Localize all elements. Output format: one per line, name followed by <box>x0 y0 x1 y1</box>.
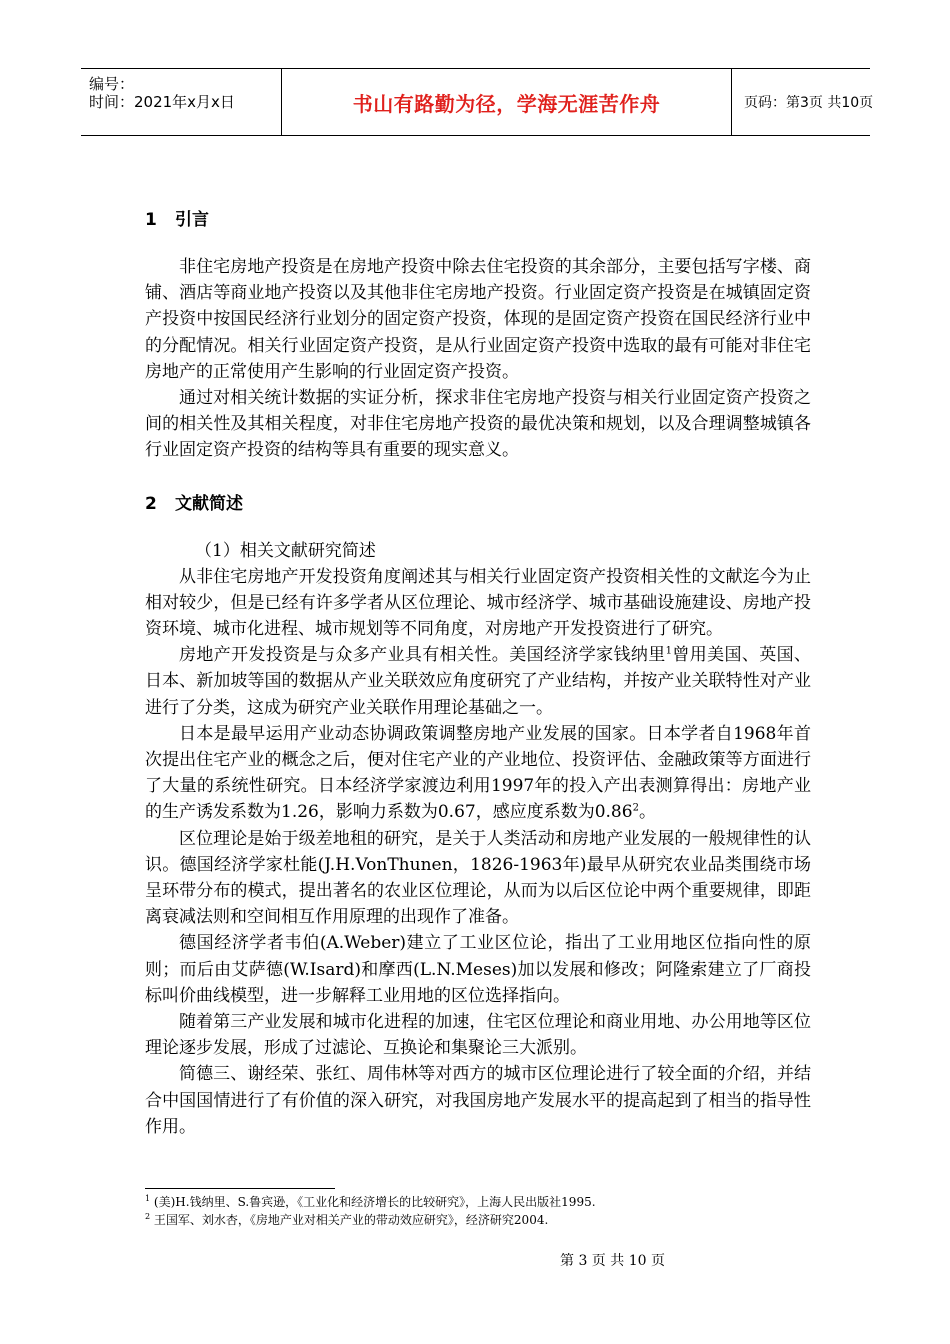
footnote-ref-1[interactable]: 1 <box>665 645 672 657</box>
footnote-mark: 2 <box>145 1212 151 1221</box>
footnote-separator <box>145 1188 335 1189</box>
paragraph-text: 。 <box>638 802 656 823</box>
footnote-2 <box>145 1211 805 1229</box>
section-2-paragraph-1: 从非住宅房地产开发投资角度阐述其与相关行业固定资产投资相关性的文献迄今为止相对较少，但是已经有许多学者从区位理论、城市经济学、城市基础设施建设、房地产投资环境、城市化进程、城市规划等不同角度，对房地产开发投资进行了研究。 <box>145 566 811 640</box>
header-meta <box>81 69 281 135</box>
section-1-paragraph-1: 非住宅房地产投资是在房地产投资中除去住宅投资的其余部分，主要包括写字楼、商铺、酒店等商业地产投资以及其他非住宅房地产投资。行业固定资产投资是在城镇固定资产投资中按国民经济行业划分的固定资产投资，体现的是固定资产投资在国民经济行业中的分配情况。相关行业固定资产投资，是从行业固定资产投资中选取的最有可能对非住宅房地产的正常使用产生影响的行业固定资产投资。 <box>145 257 811 382</box>
header-page-info: 页码：第3页 共10页 <box>744 95 874 111</box>
section-2-number: 2 <box>145 493 157 514</box>
header-page-cell <box>732 69 874 135</box>
header-motto-cell <box>281 69 732 135</box>
footnote-text: 王国军、刘水杏，《房地产业对相关产业的带动效应研究》，经济研究2004. <box>153 1213 549 1227</box>
motto-text: 书山有路勤为径，学海无涯苦作舟 <box>352 91 661 116</box>
section-2-paragraph-3 <box>145 721 811 826</box>
time-label: 时间：2021年x月x日 <box>89 93 235 111</box>
document-body <box>145 200 811 1140</box>
page-footer: 第 3 页 共 10 页 <box>560 1253 665 1269</box>
footnote-1 <box>145 1193 805 1211</box>
section-1-number: 1 <box>145 210 157 230</box>
paragraph-text: 日本是最早运用产业动态协调政策调整房地产业发展的国家。日本学者自1968年首次提出住宅产业的概念之后，便对住宅产业的产业地位、投资评估、金融政策等方面进行了大量的系统性研究。日本经济学家渡边利用1997年的投入产出表测算得出：房地产业的生产诱发系数为1.26，影响力系数为0.67，感应度系数为0.86 <box>145 723 811 823</box>
section-2-subtitle: （1）相关文献研究简述 <box>195 540 376 561</box>
paragraph-text: 曾用美国、英国、日本、新加坡等国的数据从产业关联效应角度研究了产业结构，并按产业关联特性对产业进行了分类，这成为研究产业关联作用理论基础之一。 <box>145 645 812 718</box>
footnotes <box>145 1193 805 1229</box>
page-header <box>81 68 874 136</box>
section-1-heading <box>145 200 811 240</box>
footnote-ref-2[interactable]: 2 <box>632 802 639 814</box>
section-2-title: 文献简述 <box>175 493 243 514</box>
section-1-title: 引言 <box>175 210 209 230</box>
section-2-paragraph-7: 简德三、谢经荣、张红、周伟林等对西方的城市区位理论进行了较全面的介绍，并结合中国国情进行了有价值的深入研究，对我国房地产发展水平的提高起到了相当的指导性作用。 <box>145 1064 811 1137</box>
footnote-mark: 1 <box>145 1194 151 1203</box>
section-2-heading <box>145 484 811 524</box>
section-2-paragraph-2 <box>145 642 811 721</box>
section-2-paragraph-5: 德国经济学者韦伯(A.Weber)建立了工业区位论，指出了工业用地区位指向性的原则；而后由艾萨德(W.Isard)和摩西(L.N.Meses)加以发展和修改；阿隆索建立了厂商投标叫价曲线模型，进一步解释工业用地的区位选择指向。 <box>145 933 811 1006</box>
section-2-paragraph-6: 随着第三产业发展和城市化进程的加速，住宅区位理论和商业用地、办公用地等区位理论逐步发展，形成了过滤论、互换论和集聚论三大派别。 <box>145 1012 811 1059</box>
paragraph-text: 房地产开发投资是与众多产业具有相关性。美国经济学家钱纳里 <box>179 645 666 666</box>
section-1-paragraph-2: 通过对相关统计数据的实证分析，探求非住宅房地产投资与相关行业固定资产投资之间的相关性及其相关程度，对非住宅房地产投资的最优决策和规划，以及合理调整城镇各行业固定资产投资的结构等具有重要的现实意义。 <box>145 388 811 461</box>
footnote-text: (美)H.钱纳里、S.鲁宾逊，《工业化和经济增长的比较研究》，上海人民出版社1995. <box>153 1195 596 1209</box>
section-2-paragraph-4: 区位理论是始于级差地租的研究，是关于人类活动和房地产业发展的一般规律性的认识。德国经济学家杜能(J.H.VonThunen，1826-1963年)最早从研究农业品类围绕市场呈环带分布的模式，提出著名的农业区位理论，从而为以后区位论中两个重要规律，即距离衰减法则和空间相互作用原理的出现作了准备。 <box>145 828 811 928</box>
code-label: 编号： <box>89 75 135 93</box>
